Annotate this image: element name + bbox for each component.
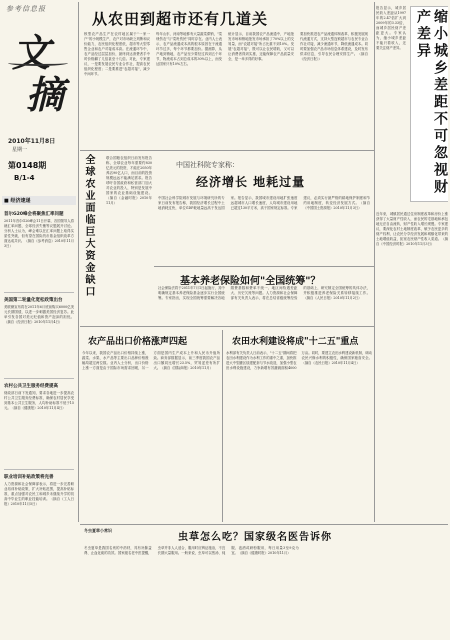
water-story (226, 330, 372, 522)
bottom-caption: 冬虫夏草小常识 (84, 528, 112, 533)
brief-title: 职业培训补贴政策将完善 (4, 475, 54, 480)
brief-text: 财政部日前下发通知，要求各地进一步提高农村公共卫生服务经费标准，确保农村居民享受到基本公共卫生服务，人均补助标准不低于15元。（摘自《健康报》2010年11月4日） (4, 391, 74, 410)
masthead-swirl (8, 60, 68, 66)
title-char-wen: 文 (12, 30, 51, 75)
bottom-story (82, 526, 448, 638)
water-body: 水利部有关负责人日前表示，"十二五"期间将把农田水利建设作为水利工作的重中之重，加快推进大中型灌区续建配套与节水改造，加强小型农田水利设施建设，力争新增有效灌溉面积4000万亩。同时，要建立农田水利建设新机制，调动农民兴修水利的积极性，确保国家粮食安全。（摘自《农民日报》2010年11月4日） (226, 351, 372, 370)
export-body: 今年以来，我国农产品出口价格持续上涨，蔬菜、水果、水产品等主要出口品种价格涨幅均超过两位数。业内人士分析，出口价格上涨一方面是由于国际市场需求回暖，另一方面是国内生产成本上升和人民币升值所致。商务部数据显示，前三季度我国农产品出口额同比增长23.5%，贸易逆差有所扩大。（摘自《国际商报》2010年11月） (82, 351, 220, 370)
deck-vertical-title: 全球农业面临巨大资金缺口 (83, 154, 94, 298)
issue-number: 第0148期 (8, 161, 47, 170)
lead-story (82, 2, 372, 148)
lead-col: 核型农产品生产在农村地区属于"一家一户"的小规模生产，农户对市场缺乏判断和议价能力，农民组织化程度低，超市等大型零售企业和农户对接成本高。在流通环节中，农产品经过层层加价，最终到达消费者手中时价格翻了几倍甚至十几倍。对此，专家建议，一是要发展农民专业合作社，提高农民组织化程度；二是要推进"农超对接"，减少中间环节。 (84, 32, 150, 76)
water-headline: 农田水利建设将成"十二五"重点 (232, 337, 359, 347)
brief-title: 首尔G20峰会将聚焦汇率问题 (4, 212, 64, 217)
brief-title: 农村公共卫生服务经费提高 (4, 384, 58, 389)
paper-name: 参考信息报 (6, 5, 46, 13)
bottom-headline: 虫草怎么吃？国家级名医告诉你 (178, 532, 332, 543)
brief-text: 人力资源和社会保障部表示，将进一步完善职业培训补贴政策，扩大补贴范围，提高补贴标准，重点加强对农民工和城乡未继续升学的初高中毕业生的职业技能培训。（摘自《工人日报》2010年11月5日） (4, 482, 74, 506)
right-top-text: 报告显示，城乡居民收入差距从1997年的2.47倍扩大到2009年的3.33倍，而城乡居民财产差距更大。专家认为，缩小城乡差距不能只看收入，还要关注财产差异。 (376, 6, 406, 50)
bottom-body: 冬虫夏草是我国名贵的中药材，具有补肺益肾、止血化痰的功效。国家级名老中医提醒，虫草并非人人适合，服用时应辨证施治，不宜长期大量服用。一般来说，虫草可以煎汤、炖服、泡酒或研粉服用，每日用量3至9克为宜。（摘自《健康时报》2010年11月） (84, 546, 299, 555)
land-story-header (156, 156, 372, 196)
issue-weekday: 星期一 (12, 147, 28, 153)
issue-pages: B/1-4 (14, 174, 35, 182)
brief-title: 美国第二轮量化宽松政策出台 (4, 298, 63, 303)
issue-date: 2010年11月8日 (8, 138, 56, 145)
lead-col: 每年山东、河南等地都有大量蔬菜滞销，"菜贱伤农"与"菜贵伤民"同时存在。业内人士表示，农产品流通成本高的根本原因在于流通环节过多，每个环节都要加价。据测算，从产地到销地，农产品至少要经过四到五个环节，物流成本占到总成本的30%以上，而发达国家只有10%左右。 (156, 32, 222, 66)
lead-col: 要加快推进农产品流通体制改革，积极发展现代流通方式，支持大型连锁超市与农民专业合作社对接，减少流通环节，降低流通成本。同时要加强农产品市场信息体系建设，及时发布供求信息，引导农民合理安排生产。（摘自《经济日报》） (300, 32, 368, 61)
land-headline: 经济增长 地耗过量 (196, 175, 306, 189)
brief-text: 美联储宣布将在2011年6月底前购买6000亿美元长期国债，以进一步刺激美国经济复苏。此举引发各国对美元贬值和资产泡沫的担忧。（摘自《经济日报》2010年11月4日） (4, 305, 74, 324)
lead-col: 统计显示，目前我国农产品流通中，产地批发市场和销地批发市场承担了70%以上的交易量，而"农超对接"所占比重不到10%。发展"农超对接"，既可以让农民增收，又可以让消费者得到实惠，还能保障农产品质量安全，是一举多得的好事。 (228, 32, 294, 61)
right-title-text: 缩小城乡差距不可忽视财产差异 (410, 6, 448, 202)
brief-text: 2011年首尔G20峰会11日开幕，各国领导人将就汇率问题、全球经济失衡等议题展开讨论。分析人士认为，峰会难以在汇率问题上取得实质性突破，但有望在国际货币基金组织改革方面达成共识。（摘自《参考消息》2010年11月3日） (4, 219, 74, 248)
left-briefs (2, 196, 76, 640)
deck-left-body: 联合国粮农组织日前发布报告称，全球农业每年需要约830亿美元的投资，才能在2050年养活90亿人口，而目前的投资规模远远不能满足需求。报告呼吁各国政府和私营部门加大对农业的投入，特别是发展中国家的农业基础设施建设。（摘自《金融时报》2010年11月） (106, 156, 152, 205)
masthead-title (8, 22, 72, 132)
vertical-deck (82, 154, 104, 324)
land-kicker: 中国社科院专家称： (176, 161, 239, 169)
pension-body: 社会保险法将于2011年7月1日起施行，其中明确规定基本养老保险基金逐步实行全国统筹。专家指出，实现全国统筹需要解决各地缴费基数和费率不统一、地区间待遇差距大、历史欠账等问题。人力资源和社会保障部有关负责人表示，将在总结省级统筹经验的基础上，研究制定全国统筹的具体办法，并积极推进养老保险关系转移接续工作。（摘自《人民日报》2010年11月2日） (158, 286, 370, 300)
export-story (82, 330, 220, 522)
export-headline: 农产品出口价格涨声四起 (88, 337, 188, 347)
title-char-zhai: 摘 (26, 72, 65, 117)
section-label: ■ 经济速递 (2, 196, 76, 205)
land-body: 中国社会科学院城市发展与环境研究所的专家日前发布报告称，我国经济增长过程中土地消耗过快，单位GDP耗地量远高于发达国家。报告显示，我国城市建设用地扩张速度远超城市人口增长速度，人均城市建设用地已超过130平方米，高于国家规定标准。专家建议，必须实行最严格的耕地保护制度和节约用地制度，转变经济发展方式。（摘自《中国国土资源报》2010年11月3日） (158, 196, 370, 210)
right-body: 近年来，城镇居民通过住房制度改革和房价上涨获得了大量财产性收入，而农民的宅基地和承包地无法自由流转，财产性收入增长缓慢。专家建议，要深化农村土地制度改革，赋予农民更多的财产权利，让农民分享经济发展和城镇化带来的土地增值收益，拓宽农民财产性收入渠道。（摘自《中国经济时报》2010年11月3日） (376, 212, 448, 246)
right-column (376, 2, 448, 522)
right-vertical-title (410, 6, 448, 206)
lead-headline: 从农田到超市还有几道关 (92, 10, 269, 28)
pension-headline: 基本养老保险如何"全国统筹"？ (180, 276, 321, 287)
